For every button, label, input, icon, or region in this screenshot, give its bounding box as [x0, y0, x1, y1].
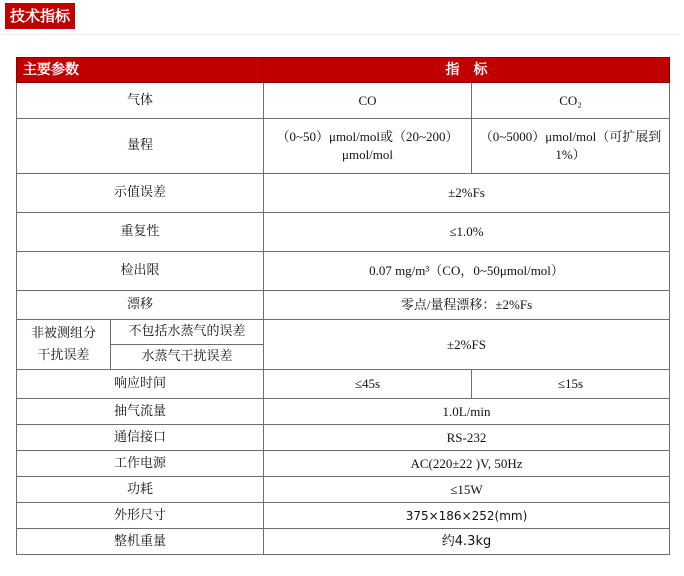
row-label-power: 工作电源 [17, 451, 264, 477]
table-row [17, 451, 670, 477]
table-row [17, 213, 670, 252]
interference-group-label [17, 320, 111, 370]
repeatability-value: ≤1.0% [264, 213, 670, 252]
response-time-co: ≤45s [264, 370, 472, 399]
power-value: AC(220±22 )V, 50Hz [264, 451, 670, 477]
interference-sub1: 不包括水蒸气的误差 [111, 320, 264, 345]
table-row [17, 320, 670, 345]
row-label-range: 量程 [17, 119, 264, 174]
consumption-value: ≤15W [264, 477, 670, 503]
response-time-co2: ≤15s [472, 370, 670, 399]
header-param: 主要参数 [17, 58, 264, 83]
interference-value: ±2%FS [264, 320, 670, 370]
range-co: （0~50）μmol/mol或（20~200）μmol/mol [264, 119, 472, 174]
row-label-comm: 通信接口 [17, 425, 264, 451]
row-label-gas: 气体 [17, 83, 264, 119]
detection-limit-value: 0.07 mg/m³（CO，0~50μmol/mol） [264, 252, 670, 291]
indication-error-value: ±2%Fs [264, 174, 670, 213]
interference-sub2: 水蒸气干扰误差 [111, 345, 264, 370]
header-spec: 指 标 [264, 58, 670, 83]
row-label-response-time: 响应时间 [17, 370, 264, 399]
table-row [17, 399, 670, 425]
table-row [17, 252, 670, 291]
table-row [17, 477, 670, 503]
gas-co2: CO₂ [472, 83, 670, 119]
row-label-repeatability: 重复性 [17, 213, 264, 252]
row-label-consumption: 功耗 [17, 477, 264, 503]
row-label-drift: 漂移 [17, 291, 264, 320]
row-label-dimensions: 外形尺寸 [17, 503, 264, 529]
row-label-flow: 抽气流量 [17, 399, 264, 425]
row-label-detection-limit: 检出限 [17, 252, 264, 291]
table-row [17, 174, 670, 213]
gas-co: CO [264, 83, 472, 119]
table-row [17, 370, 670, 399]
table-row [17, 503, 670, 529]
range-co2: （0~5000）μmol/mol（可扩展到1%） [472, 119, 670, 174]
spec-table [16, 57, 670, 555]
section-title: 技术指标 [5, 3, 75, 29]
flow-value: 1.0L/min [264, 399, 670, 425]
table-row [17, 83, 670, 119]
interference-group-label-line1: 非被测组分 [30, 325, 96, 341]
interference-group-label-line2: 干扰误差 [37, 347, 90, 363]
table-row [17, 291, 670, 320]
drift-value: 零点/量程漂移：±2%Fs [264, 291, 670, 320]
row-label-indication-error: 示值误差 [17, 174, 264, 213]
comm-value: RS-232 [264, 425, 670, 451]
table-header-row [17, 58, 670, 83]
row-label-weight: 整机重量 [17, 529, 264, 555]
title-divider [0, 34, 680, 35]
dimensions-value: 375×186×252(mm) [264, 503, 670, 529]
table-row [17, 425, 670, 451]
table-row [17, 119, 670, 174]
weight-value: 约4.3kg [264, 529, 670, 555]
table-row [17, 529, 670, 555]
